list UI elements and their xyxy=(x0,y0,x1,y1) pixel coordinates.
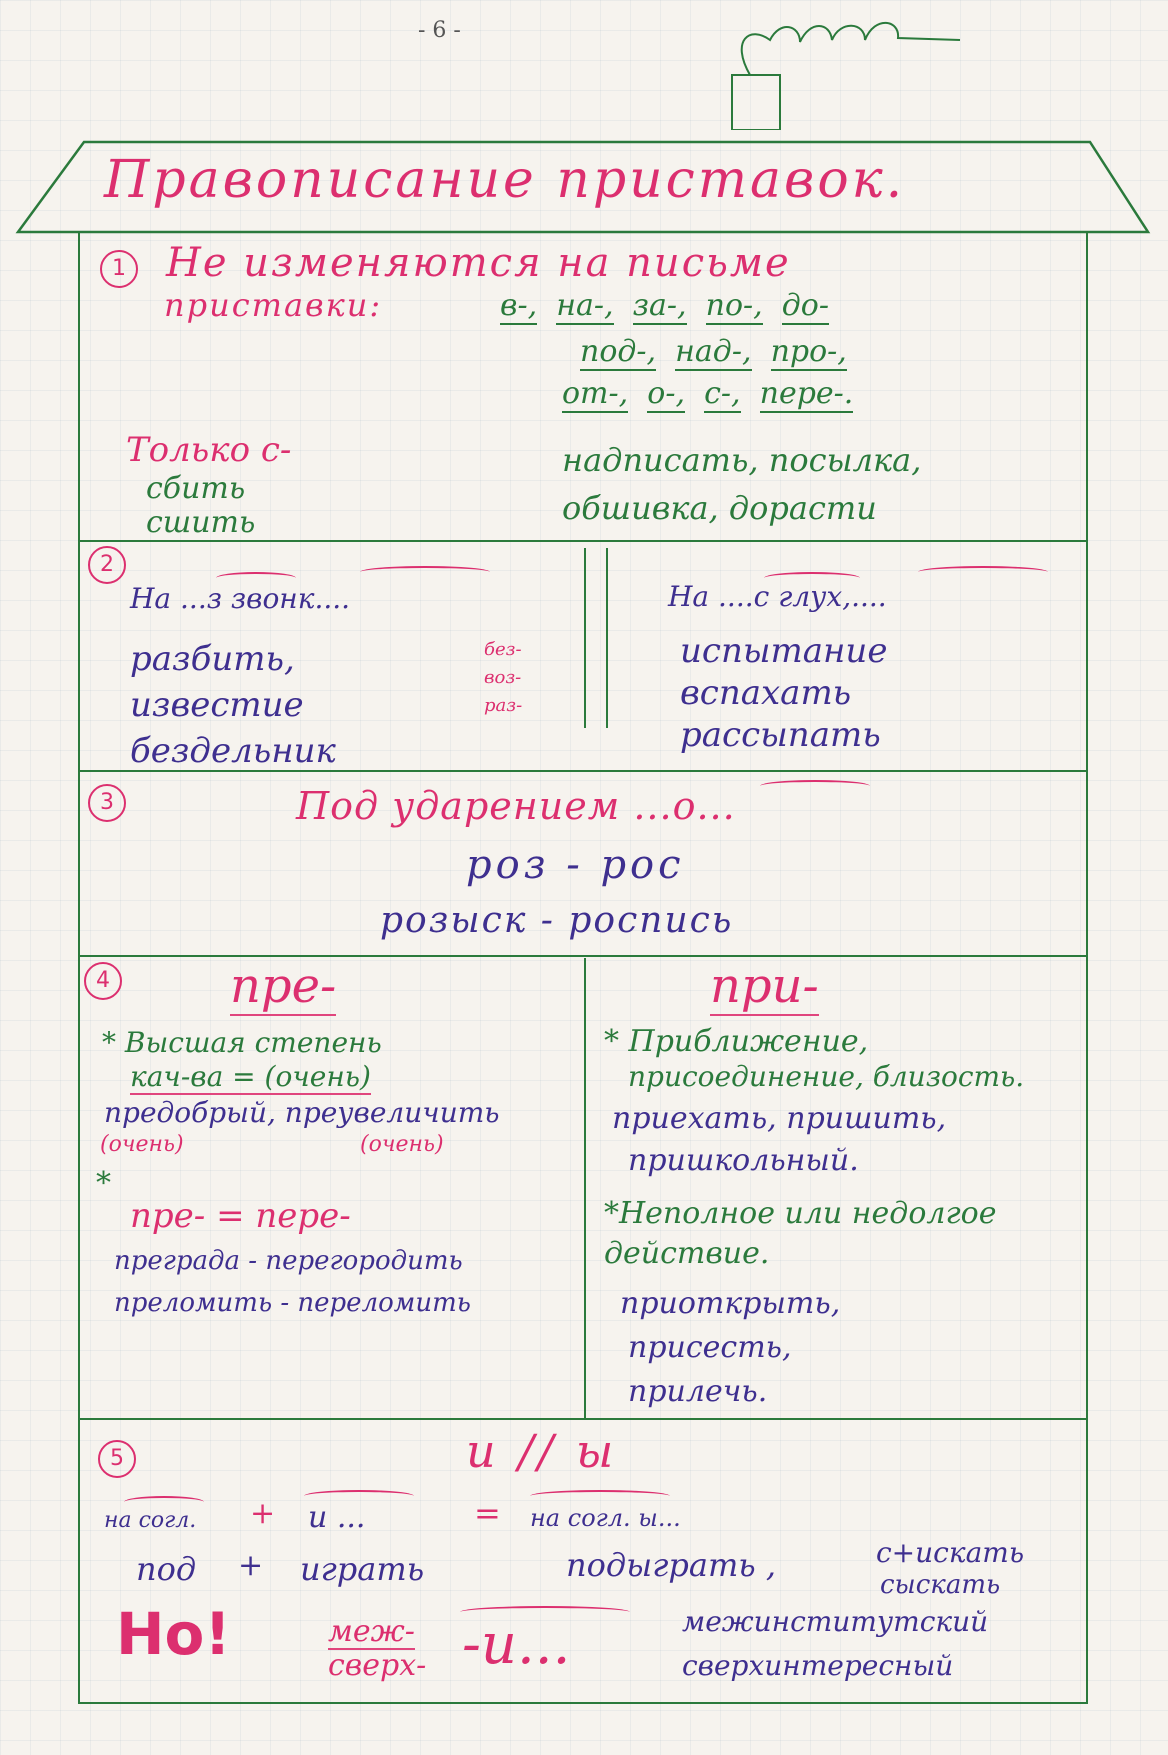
example-syskat: сыскать xyxy=(880,1570,1001,1600)
divider-3 xyxy=(78,955,1088,957)
arc-z xyxy=(216,572,296,584)
example-sbit: сбить xyxy=(146,471,246,506)
section4-split xyxy=(584,958,586,1418)
example-bezdelnik: бездельник xyxy=(130,731,336,771)
section5-heading: и // ы xyxy=(466,1424,618,1478)
house-left-wall xyxy=(78,232,80,1704)
prefix-za: за-, xyxy=(632,288,687,323)
section3-number: 3 xyxy=(88,784,126,822)
prefix-pod: под-, xyxy=(580,334,657,369)
section2-split-b xyxy=(606,548,608,728)
exception-letter-i: -и... xyxy=(462,1612,571,1677)
prefix-row-3 xyxy=(562,376,853,411)
arc-result xyxy=(530,1490,670,1502)
prefix-pro: про-, xyxy=(770,334,847,369)
section2-side-notes xyxy=(484,636,522,720)
pre-examples2 xyxy=(114,1240,471,1324)
prefix-s: с-, xyxy=(704,376,741,411)
note-voz: воз- xyxy=(484,667,522,688)
section1-number: 1 xyxy=(100,250,138,288)
house-floor xyxy=(78,1702,1088,1704)
formula-equals: = xyxy=(474,1494,501,1532)
arc-glukh xyxy=(918,566,1048,578)
section2-left-head: На ...з звонк.... xyxy=(130,582,351,615)
pre-rule1: * Высшая степень xyxy=(102,1026,382,1059)
but-exception: Но! xyxy=(116,1600,231,1668)
only-c-rule: Только с- xyxy=(126,430,292,470)
section3-line1: роз - рос xyxy=(466,842,685,888)
prefix-ot: от-, xyxy=(562,376,629,411)
prefix-nad: над-, xyxy=(675,334,752,369)
section5-number: 5 xyxy=(98,1440,136,1478)
arc-exception xyxy=(460,1606,630,1618)
section4-right-title xyxy=(710,958,819,1014)
example-ispytanie: испытание xyxy=(680,631,888,671)
example-prisest: присесть, xyxy=(628,1330,792,1365)
pri-rule1: * Приближение, xyxy=(604,1024,869,1059)
pri-examples1 xyxy=(612,1098,946,1182)
roof-outline xyxy=(0,0,1168,260)
section2-left-examples xyxy=(130,636,336,774)
section4-left-title xyxy=(230,958,336,1014)
prefix-row-1 xyxy=(500,288,829,323)
section3-line2: розыск - роспись xyxy=(380,900,734,941)
example-plus: + xyxy=(238,1548,264,1583)
divider-4 xyxy=(78,1418,1088,1420)
example-priekhat: приехать, пришить, xyxy=(612,1101,947,1136)
section2-right-examples xyxy=(680,630,887,756)
pre-equal-pere: пре- = пере- xyxy=(130,1196,351,1236)
note-raz: раз- xyxy=(484,695,523,716)
example-s-iskat: с+искать xyxy=(876,1536,1025,1569)
example-prelomit: преломить - переломить xyxy=(114,1288,471,1318)
example-prishkolny: пришкольный. xyxy=(628,1143,859,1178)
arc-sogl xyxy=(124,1496,204,1508)
pre-star: * xyxy=(96,1166,111,1201)
section1-heading: Не изменяются на письме xyxy=(166,240,791,286)
prefix-pere: пере-. xyxy=(759,376,854,411)
example-igrat: играть xyxy=(300,1550,425,1588)
example-razbit: разбить, xyxy=(130,639,295,679)
example-mezhinstitutsky: межинститутский xyxy=(682,1605,989,1638)
prefix-mezh: меж- xyxy=(328,1614,415,1649)
pre-examples1: предобрый, преувеличить xyxy=(104,1096,500,1129)
only-c-examples xyxy=(146,472,255,540)
note-bez: без- xyxy=(484,639,522,660)
example-priotkryt: приоткрыть, xyxy=(620,1286,841,1321)
page-number: - 6 - xyxy=(418,18,461,43)
exception-prefixes xyxy=(328,1616,426,1682)
example-pregrada: преграда - перегородить xyxy=(114,1246,463,1276)
formula-i: и ... xyxy=(308,1500,366,1535)
example-izvestie: известие xyxy=(130,685,304,725)
prefix-o: о-, xyxy=(647,376,685,411)
example-prilech: прилечь. xyxy=(628,1374,768,1409)
prefix-po: по-, xyxy=(705,288,763,323)
prefix-do: до- xyxy=(781,288,829,323)
arc-zvonk xyxy=(360,566,490,578)
example-podygrat: подыграть , xyxy=(566,1546,777,1584)
example-sverkhinteresny: сверхинтересный xyxy=(682,1649,954,1682)
section3-heading: Под ударением ...о... xyxy=(296,784,736,828)
exception-examples xyxy=(682,1600,988,1688)
pri-rule2: *Неполное или недолгое xyxy=(604,1196,997,1231)
divider-1 xyxy=(78,540,1088,542)
pre-note-1: (очень) xyxy=(100,1132,184,1157)
section2-split-a xyxy=(584,548,586,728)
section1-sub: приставки: xyxy=(164,286,383,324)
section2-number: 2 xyxy=(88,546,126,584)
example-pod: под xyxy=(136,1550,197,1588)
prefix-row-2 xyxy=(580,334,847,369)
page-title: Правописание приставок. xyxy=(104,150,906,210)
section1-examples xyxy=(562,436,921,532)
example-line-1: надписать, посылка, xyxy=(562,441,922,479)
pre-note-2: (очень) xyxy=(360,1132,444,1157)
formula-result: на согл. ы... xyxy=(530,1504,681,1532)
example-line-2: обшивка, дорасти xyxy=(562,489,877,527)
pre-rule1b-text: кач-ва = (очень) xyxy=(130,1060,371,1093)
arc-i xyxy=(304,1490,414,1502)
example-vspakhat: вспахать xyxy=(680,673,852,713)
pri-rule2b: действие. xyxy=(604,1236,770,1271)
pre-title: пре- xyxy=(230,958,337,1014)
arc-o xyxy=(760,780,870,792)
pri-examples2 xyxy=(620,1282,840,1414)
formula-na-sogl: на согл. xyxy=(104,1508,197,1533)
house-right-wall xyxy=(1086,232,1088,1704)
prefix-v: в-, xyxy=(500,288,538,323)
prefix-na: на-, xyxy=(556,288,614,323)
pri-rule1b: присоединение, близость. xyxy=(628,1060,1025,1093)
example-rassypat: рассыпать xyxy=(680,715,881,755)
pre-rule1b xyxy=(130,1060,371,1093)
arc-s xyxy=(764,572,860,584)
formula-plus: + xyxy=(250,1496,276,1531)
section4-number: 4 xyxy=(84,962,122,1000)
example-sshit: сшить xyxy=(146,505,256,540)
pri-title: при- xyxy=(710,958,819,1014)
section2-right-head: На ....с глух,.... xyxy=(668,580,887,613)
prefix-sverkh: сверх- xyxy=(328,1648,427,1683)
